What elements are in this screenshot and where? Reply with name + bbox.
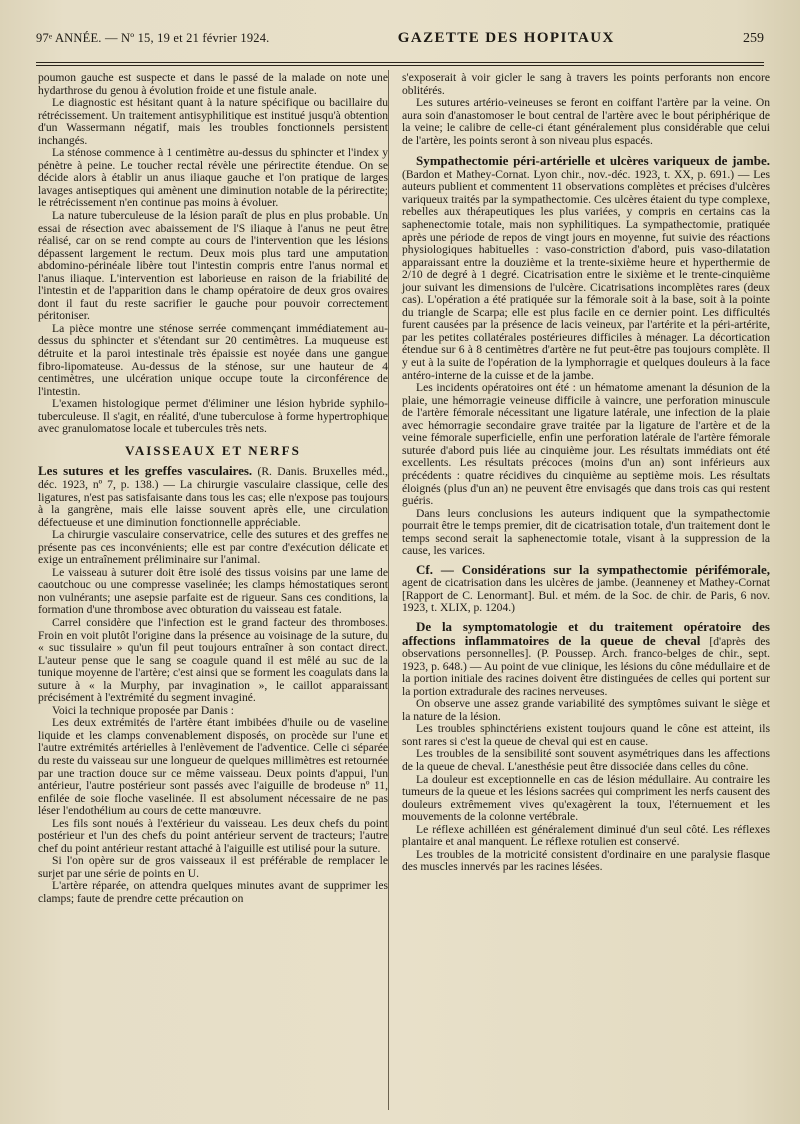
- article-intro: [402, 561, 770, 615]
- paragraph: Le réflexe achilléen est généralement diminué d'un seul côté. Les réflexes plantaire et anal manquent. Le réflexe rotulien est conservé.: [402, 822, 770, 849]
- paragraph: Carrel considère que l'infection est le grand facteur des thromboses. Froin en voit plutôt l'origine dans la présence au voisinage de la suture, du « suc tissulaire » qu'un fil peut toujours entraîner à son contact direct. L'auteur pense que le sang se coagule quand il est mêlé au suc de la tunique moyenne de l'artère; c'est ainsi que se forment les coagulats dans la suture à « la Murphy, par invagination », le caillot apparaissant précisément à l'extrémité du segment invaginé.: [38, 615, 388, 705]
- header-rule: [36, 62, 764, 63]
- paragraph: s'exposerait à voir gicler le sang à travers les points perforants non encore oblitérés.: [402, 71, 770, 97]
- paragraph: La chirurgie vasculaire conservatrice, celle des sutures et des greffes ne présente pas ces inconvénients; elle est par contre d'exécution délicate et exige un entraînement préliminaire sur l'animal.: [38, 528, 388, 567]
- paragraph: On observe une assez grande variabilité des symptômes suivant le siège et la nature de la lésion.: [402, 697, 770, 723]
- paragraph: Si l'on opère sur de gros vaisseaux il est préférable de remplacer le surjet par une série de points en U.: [38, 854, 388, 880]
- paragraph: Voici la technique proposée par Danis :: [52, 703, 235, 717]
- article-body: (Bardon et Mathey-Cornat. Lyon chir., nov.-déc. 1923, t. XX, p. 691.) — Les auteurs publient et commentent 11 observations complètes et précises d'ulcères variqueux traités par la sympathectomie. Ces ulcères étaient du type complexe, rebelles aux thérapeutiques les plus variées, y compris en certains cas la saphenectomie totale, mais non syphilitiques. La sympathectomie, pratiquée après une période de repos de vingt jours en moyenne, fut suivie des réactions physiologiques habituelles : vaso-constriction d'abord, puis vaso-dilatation apparaissant entre la douzième et la trente-sixième heure et hyperthermie de 2/10 de degré à 1 degré. Cicatrisation entre le sixième et le trente-cinquième jour suivant les dimensions de l'ulcère. Cicatrisations incomplètes rares (deux cas). L'opération a été pratiquée sur la fémorale soit à la base, soit à la pointe du triangle de Scarpa; elle est plus facile en ce dernier point. Les difficultés furent causées par la présence de lacis veineux, par l'artérite et la péri-artérite, par les petites collatérales postérieures difficiles à ménager. La décortication étendue sur 6 à 8 centimètres d'artère ne fut peut-être pas toujours complète. Il y eut à la suite de l'opération de la lymphorragie et quelques douleurs à la face antéro-interne de la cuisse et de la jambe.: [402, 167, 770, 382]
- article-body: agent de cicatrisation dans les ulcères de jambe. (Jeanneney et Mathey-Cornat [Rapport de C. Lenormant]. Bul. et mém. de la Soc. de chir. de Paris, 6 nov. 1923, t. XLIX, p. 1204.): [402, 576, 770, 615]
- paragraph: Le diagnostic est hésitant quant à la nature spécifique ou bacillaire du rétrécissement. Un traitement antisyphilitique est institué jusqu'à obtention d'un Wassermann négatif, mais les troubles fonctionnels persistent inchangés.: [38, 96, 388, 147]
- page-header: [36, 30, 764, 56]
- paragraph: Les troubles sphinctériens existent toujours quand le cône est atteint, ils sont rares si c'est la queue de cheval qui est en cause.: [402, 722, 770, 748]
- article-title: De la symptomatologie et du traitement opératoire des affections inflammatoires de la queue de cheval: [402, 618, 770, 648]
- header-rule-thin: [36, 65, 764, 66]
- paragraph: Dans leurs conclusions les auteurs indiquent que la sympathectomie pourrait être le temps premier, dit de cicatrisation totale, d'un traitement dont le temps second serait la saphenectomie totale, visant à la suppression de la cause, les varices.: [402, 506, 770, 558]
- paragraph: La nature tuberculeuse de la lésion paraît de plus en plus probable. Un essai de résection avec abaissement de l'S iliaque à l'anus ne peut être réalisé, car on se rend compte au cours de l'intervention que les lésions dépassent largement le rectum. Deux mois plus tard une amputation abdomino-périnéale libère tout l'intestin compris entre l'anus normal et l'anus iliaque. L'intervention est laborieuse en raison de la friabilité de l'intestin et de l'apparition dans le champ opératoire de deux gros ovaires dont il faut du reste sacrifier le gauche pour pouvoir correctement péritoniser.: [38, 209, 388, 323]
- paragraph: La sténose commence à 1 centimètre au-dessus du sphincter et l'index y pénètre à peine. Le toucher rectal révèle une périrectite étendue. On se décide alors à établir un anus iliaque gauche et l'on pratique de larges lavages antiseptiques qui amènent une diminution notable de la périrectite; le rétrécissement n'en continue pas moins à évoluer.: [38, 146, 388, 210]
- article-reference: (R. Danis. Bruxelles méd., déc. 1923, nº 7, p. 138.) — La chirurgie vasculaire classique, celle des ligatures, n'est pas satisfaisante dans tous les cas; elle n'expose pas toujours à la gangrène, mais elle laisse souvent après elle, une circulation défectueuse et une diminution fonctionnelle appréciable.: [38, 465, 388, 529]
- paragraph: Les incidents opératoires ont été : un hématome amenant la désunion de la plaie, une hémorragie veineuse difficile à vaincre, une perforation minuscule de l'artère fémorale nécessitant une ligature latérale, une infection de la plaie avec hémorragie secondaire grave traitée par la ligature de l'artère et de la veine fémorale superficielle, enfin une perforation latérale de l'artère fémorale suturée d'abord puis liée au cinquième jour. Les résultats immédiats ont été excellents. Les résultats précoces (moins d'un an) sont inférieurs aux précédents : quatre récidives du cinquième au septième mois. Les résultats éloignés (plus d'un an) ne peuvent être envisagés que dans trois cas qui restent guéris.: [402, 381, 770, 508]
- right-column: [402, 72, 770, 874]
- paragraph: La pièce montre une sténose serrée commençant immédiatement au-dessus du sphincter et s'étendant sur 20 centimètres. La muqueuse est détruite et la paroi intestinale très épaissie est noyée dans une gangue fibro-lipomateuse. Au-dessus de la sténose, sur une hauteur de 4 centimètres, une ulcération unique occupe toute la circonférence de l'intestin.: [38, 321, 388, 398]
- paragraph: poumon gauche est suspecte et dans le passé de la malade on note une hydarthrose du genou à évolution froide et une fistule anale.: [38, 71, 388, 97]
- left-column: [38, 72, 388, 906]
- paragraph: L'artère réparée, on attendra quelques minutes avant de supprimer les clamps; faute de prendre cette précaution on: [38, 879, 388, 905]
- paragraph: Le vaisseau à suturer doit être isolé des tissus voisins par une lame de caoutchouc ou une compresse vaselinée; les clamps hémostatiques seront non vulnérants; une asepsie parfaite est de rigueur. Sans ces conditions, la formation d'une thrombose avec obturation du vaisseau est fatale.: [38, 565, 388, 617]
- page-number: 259: [743, 31, 764, 46]
- paragraph: Les troubles de la sensibilité sont souvent asymétriques dans les affections de la queue de cheval. L'anesthésie peut être dissociée dans celles du cône.: [402, 747, 770, 773]
- paragraph: Les deux extrémités de l'artère étant imbibées d'huile ou de vaseline liquide et les clamps convenablement disposés, on procède sur l'une et l'autre extrémités artérielles à l'enlèvement de l'adventice. Celle ci séparée du reste du vaisseau sur une longueur de quelques millimètres est retournée par une traction douce sur ce même vaisseau. Deux points d'appui, l'un antérieur, l'autre postérieur sont passés avec l'aiguille de brodeuse nº 11, enfilée de soie floche vaselinée. Il est absolument nécessaire de ne pas léser l'endothélium au cours de cette manœuvre.: [38, 716, 388, 818]
- article-body: [d'après des observations personnelles]. (P. Poussep. Arch. franco-belges de chir., sept. 1923, p. 648.) — Au point de vue clinique, les lésions du cône médullaire et de la portion initiale des racines doivent être distinguées de celles qui portent sur la portion extradurale des racines nerveuses.: [402, 634, 770, 698]
- article-title: Cf. — Considérations sur la sympathectomie périfémorale,: [416, 561, 770, 577]
- issue-info: 97ᵉ ANNÉE. — Nº 15, 19 et 21 février 1924.: [36, 31, 270, 45]
- article-title: Les sutures et les greffes vasculaires.: [38, 463, 253, 479]
- article-intro: [402, 618, 770, 698]
- section-heading: VAISSEAUX ET NERFS: [125, 442, 301, 458]
- paragraph: Les fils sont noués à l'extérieur du vaisseau. Les deux chefs du point postérieur et l'un des chefs du point antérieur servent de tracteurs; l'autre chef du point antérieur restant attaché à l'aiguille est utilisé pour la suture.: [38, 816, 388, 855]
- article-title: Sympathectomie péri-artérielle et ulcères variqueux de jambe.: [416, 153, 770, 169]
- column-divider: [388, 70, 389, 1110]
- article-intro: [402, 155, 770, 382]
- paragraph: Les troubles de la motricité consistent d'ordinaire en une paralysie flasque des muscles innervés par les racines lésées.: [402, 847, 770, 874]
- article-intro: [38, 465, 388, 529]
- journal-title: GAZETTE DES HOPITAUX: [397, 30, 615, 46]
- paragraph: La douleur est exceptionnelle en cas de lésion médullaire. Au contraire les tumeurs de la queue et les lésions sacrées qui compriment les nerfs causent des douleurs extrêmement vives qu'exagèrent la toux, l'éternuement et les mouvements de la colonne vertébrale.: [402, 772, 770, 824]
- paragraph: Les sutures artério-veineuses se feront en coiffant l'artère par la veine. On aura soin d'anastomoser le bout central de l'artère avec le bout périphérique de la veine; le calibre de celle-ci étant généralement plus considérable que celui de l'artère, les points seront à son niveau plus espacés.: [402, 96, 770, 147]
- paragraph: L'examen histologique permet d'éliminer une lésion hybride syphilo-tuberculeuse. Il s'agit, en réalité, d'une tuberculose à forme hypertrophique avec granulomatose locale et tubercules très nets.: [38, 397, 388, 436]
